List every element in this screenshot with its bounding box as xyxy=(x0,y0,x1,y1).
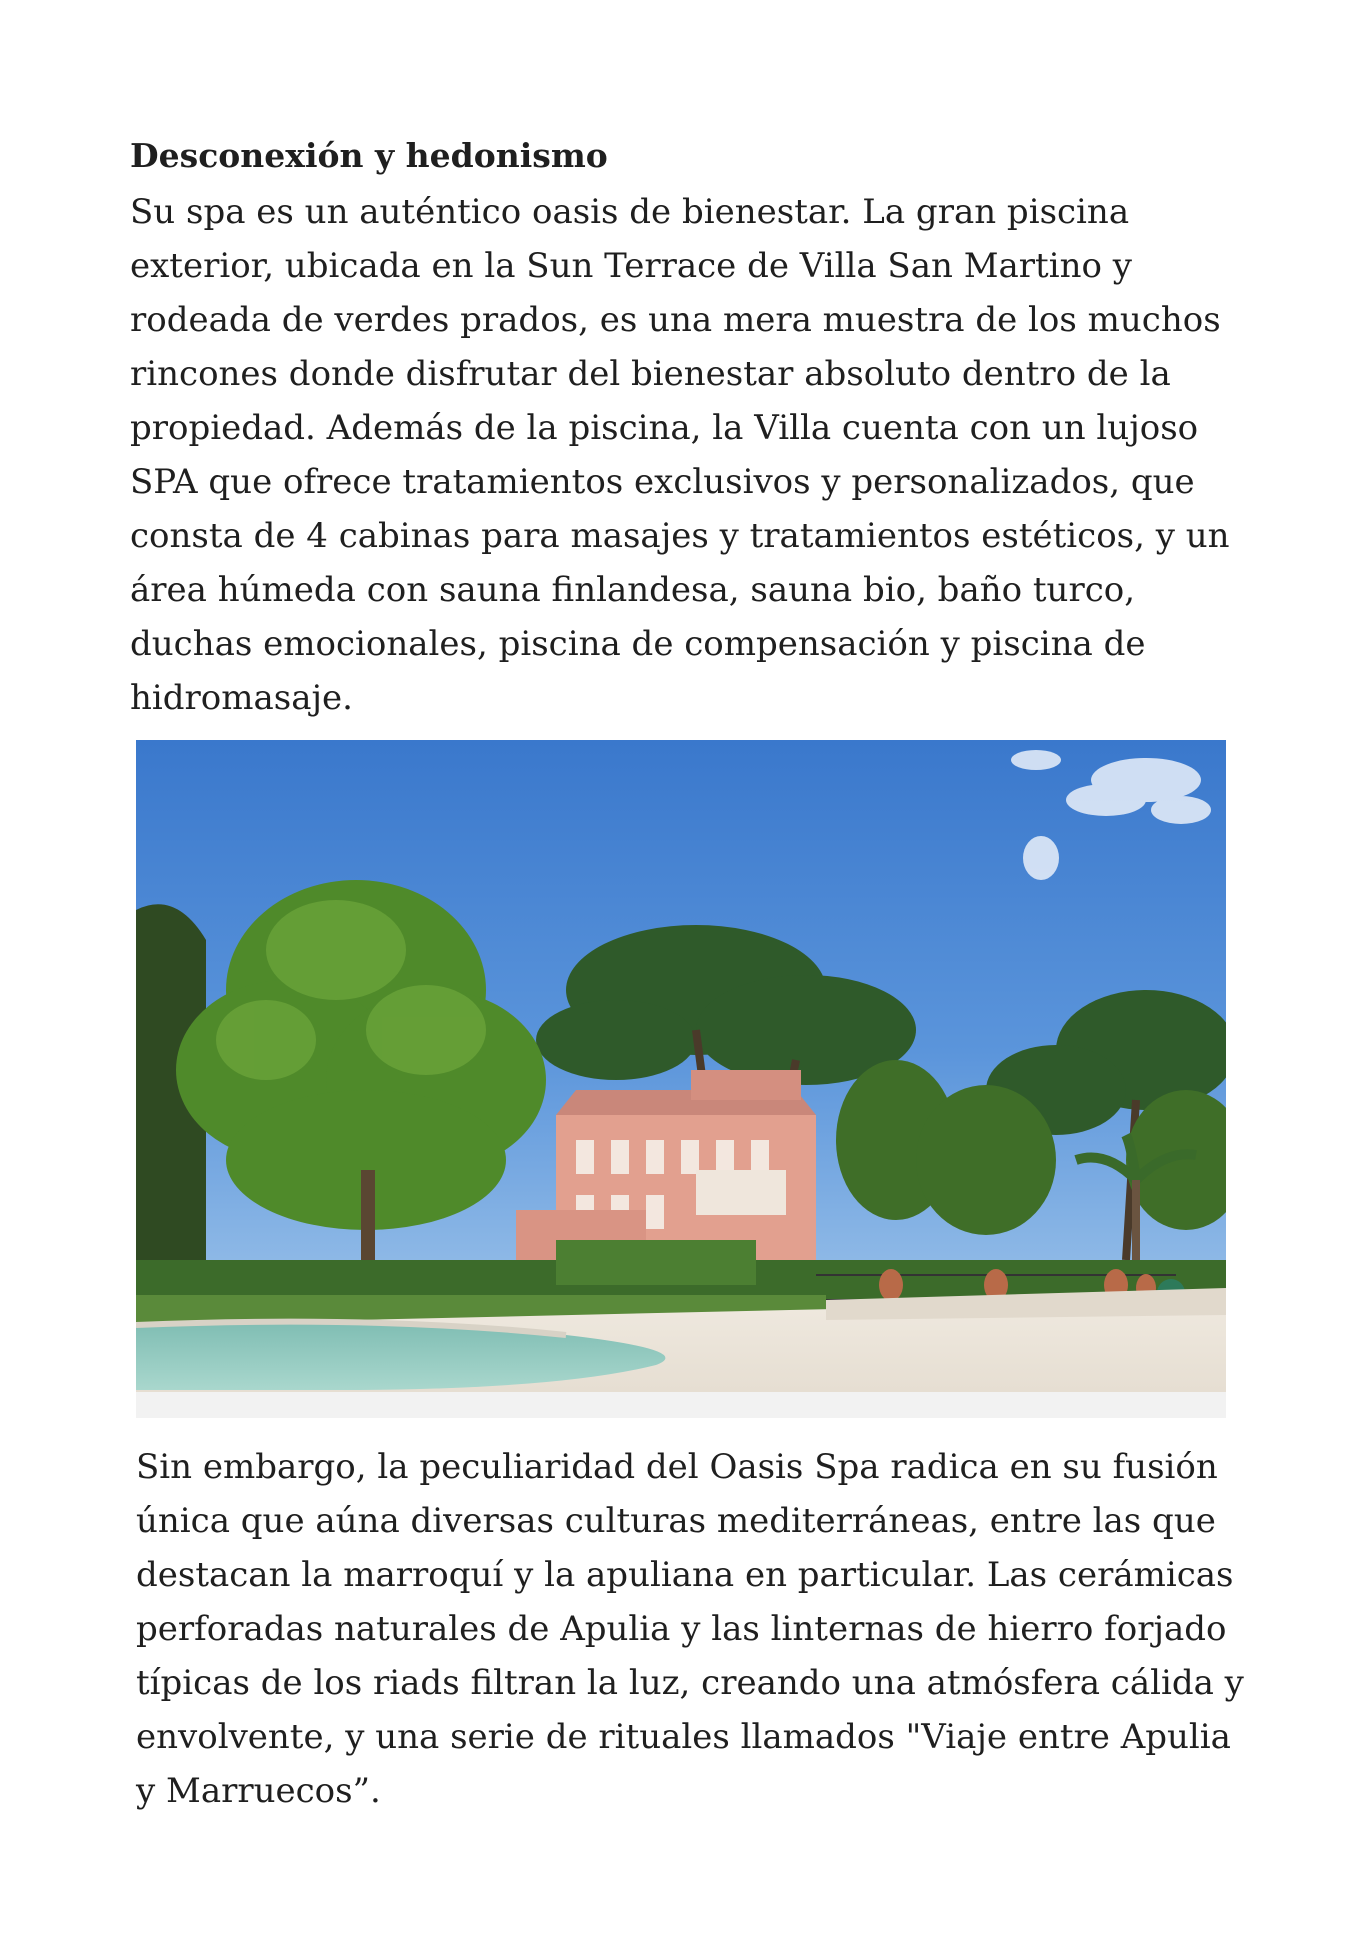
paragraph-oasis-spa: Sin embargo, la peculiaridad del Oasis Spa radica en su fusión única que aúna diversas culturas mediterráneas, entre las que destacan la marroquí y la apuliana en particular. Las cerámicas perforadas naturales de Apulia y las linternas de hierro forjado típicas de los riads filtran la luz, creando una atmósfera cálida y envolvente, y una serie de rituales llamados "Viaje entre Apulia y Marruecos”. xyxy=(136,1447,1244,1811)
photo-caption-strip xyxy=(136,1392,1226,1418)
villa-pool-photo-illustration xyxy=(136,740,1226,1392)
section-heading: Desconexión y hedonismo xyxy=(130,136,608,175)
villa-pool-photo xyxy=(136,740,1226,1392)
paragraph-spa-description: Su spa es un auténtico oasis de bienestar. La gran piscina exterior, ubicada en la Sun Terrace de Villa San Martino y rodeada de verdes prados, es una mera muestra de los muchos rincones donde disfrutar del bienestar absoluto dentro de la propiedad. Además de la piscina, la Villa cuenta con un lujoso SPA que ofrece tratamientos exclusivos y personalizados, que consta de 4 cabinas para masajes y tratamientos estéticos, y un área húmeda con sauna finlandesa, sauna bio, baño turco, duchas emocionales, piscina de compensación y piscina de hidromasaje. xyxy=(130,192,1230,718)
